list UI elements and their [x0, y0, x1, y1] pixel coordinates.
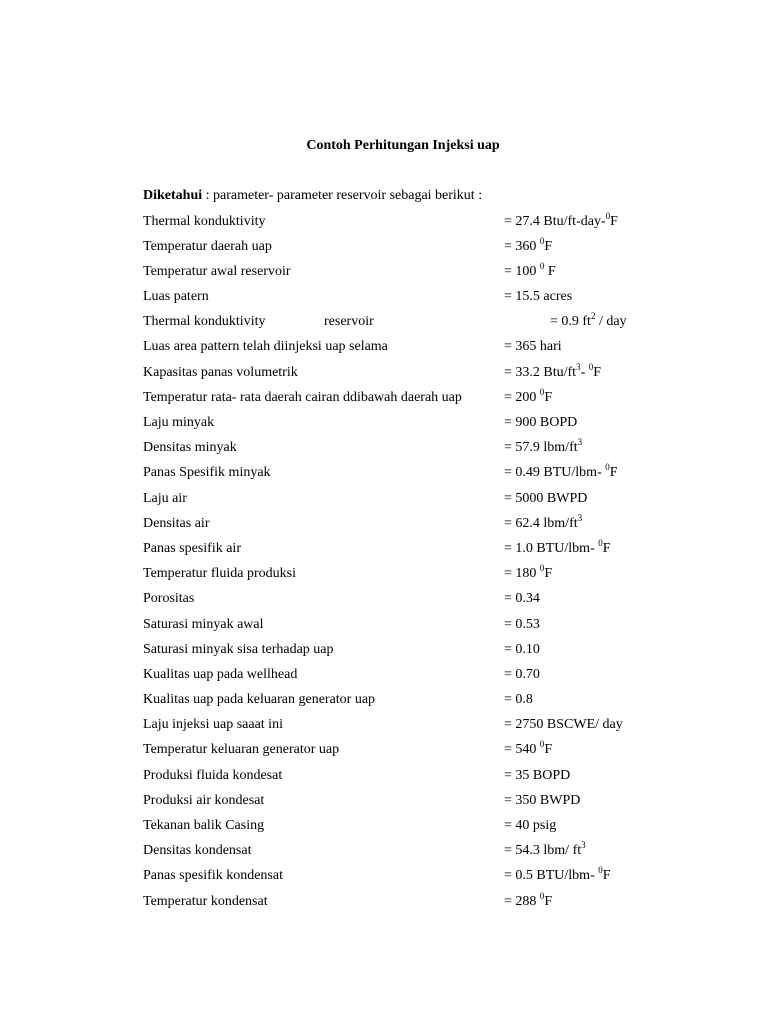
parameter-label: Porositas: [143, 591, 195, 607]
parameter-label: Temperatur keluaran generator uap: [143, 742, 340, 758]
parameter-label: Laju injeksi uap saaat ini: [143, 717, 283, 733]
parameter-row: [143, 741, 703, 766]
value-text: F: [544, 893, 553, 909]
parameter-label: Saturasi minyak sisa terhadap uap: [143, 641, 334, 657]
value-text: = 2750 BSCWE/ day: [504, 717, 623, 733]
parameter-label: Thermal konduktivity: [143, 314, 266, 330]
value-text: = 15.5 acres: [504, 289, 573, 305]
parameter-row: [143, 616, 703, 641]
parameter-value: [504, 716, 623, 734]
parameter-value: [504, 260, 556, 281]
value-superscript: 0: [539, 260, 545, 271]
parameter-value: [504, 867, 611, 885]
value-text: = 0.53: [504, 616, 540, 632]
intro-text: : parameter- parameter reservoir sebagai berikut :: [202, 188, 483, 203]
value-text: = 0.34: [504, 591, 540, 607]
parameter-label: Panas spesifik kondensat: [143, 868, 283, 884]
value-text: = 0.8: [504, 692, 533, 708]
parameter-value: [504, 210, 618, 231]
parameter-list: [143, 210, 703, 918]
value-text: = 100: [504, 263, 540, 279]
value-text: = 0.10: [504, 641, 540, 657]
parameter-label: Luas area pattern telah diinjeksi uap selama: [143, 339, 388, 355]
value-superscript: 2: [590, 311, 596, 322]
value-text: = 1.0 BTU/lbm-: [504, 540, 599, 556]
parameter-value: [550, 313, 627, 331]
parameter-value: [504, 464, 618, 482]
parameter-value: [504, 288, 572, 306]
value-text: = 35 BOPD: [504, 767, 571, 783]
parameter-row: [143, 439, 703, 464]
value-text: = 0.49 BTU/lbm-: [504, 465, 606, 481]
value-superscript: 3: [577, 437, 583, 448]
parameter-value: [504, 490, 587, 508]
parameter-value: [504, 235, 553, 256]
parameter-label: Kualitas uap pada wellhead: [143, 666, 298, 682]
value-text: F: [544, 389, 553, 405]
parameter-label: Panas Spesifik minyak: [143, 465, 271, 481]
value-text: = 5000 BWPD: [504, 490, 588, 506]
value-text: = 350 BWPD: [504, 792, 581, 808]
value-superscript: 3: [577, 512, 583, 523]
parameter-row: [143, 313, 703, 338]
parameter-value: [504, 361, 602, 382]
parameter-value: [504, 439, 582, 457]
parameter-value: [504, 590, 540, 608]
value-text: = 180: [504, 566, 540, 582]
value-superscript: 0: [539, 235, 545, 246]
parameter-row: [143, 890, 703, 918]
parameter-value: [504, 414, 577, 432]
value-superscript: 3: [581, 840, 586, 851]
value-text: = 0.70: [504, 666, 540, 682]
value-superscript: 0: [605, 462, 610, 473]
value-text: F: [610, 213, 618, 229]
parameter-value: [504, 890, 553, 911]
parameter-row: [143, 338, 703, 363]
parameter-row: [143, 817, 703, 842]
intro-line: [143, 187, 482, 205]
value-text: = 365 hari: [504, 339, 562, 355]
value-text: = 57.9 lbm/ft: [504, 440, 578, 456]
parameter-value: [504, 512, 583, 533]
value-text: = 40 psig: [504, 818, 557, 833]
parameter-label: Densitas air: [143, 515, 210, 531]
value-text: F: [544, 566, 553, 582]
parameter-label: Saturasi minyak awal: [143, 616, 264, 632]
value-text: = 360: [504, 238, 540, 254]
parameter-value: [504, 767, 570, 785]
parameter-value: [504, 641, 540, 659]
parameter-label: Thermal konduktivity: [143, 213, 266, 229]
value-text: / day: [595, 314, 627, 330]
parameter-label-secondary: reservoir: [324, 314, 374, 330]
parameter-label: Laju air: [143, 490, 187, 506]
intro-bold-label: Diketahui: [143, 188, 203, 203]
parameter-row: [143, 361, 703, 389]
parameter-label: Panas spesifik air: [143, 540, 241, 556]
value-text: F: [609, 465, 618, 481]
parameter-row: [143, 767, 703, 792]
parameter-label: Tekanan balik Casing: [143, 818, 265, 833]
value-text: = 900 BOPD: [504, 415, 578, 430]
value-text: F: [593, 364, 602, 380]
parameter-value: [504, 338, 562, 356]
parameter-label: Temperatur rata- rata daerah cairan ddibawah daerah uap: [143, 389, 462, 405]
parameter-row: [143, 512, 703, 540]
value-text: F: [602, 540, 611, 556]
value-text: F: [544, 742, 553, 758]
value-superscript: 0: [539, 563, 545, 574]
parameter-row: [143, 210, 703, 238]
value-text: F: [602, 868, 611, 884]
parameter-row: [143, 490, 703, 515]
parameter-value: [504, 741, 552, 759]
parameter-label: Luas patern: [143, 289, 209, 305]
value-text: F: [544, 238, 553, 254]
parameter-label: Produksi air kondesat: [143, 792, 265, 808]
parameter-label: Produksi fluida kondesat: [143, 767, 283, 783]
parameter-row: [143, 867, 703, 892]
parameter-value: [504, 616, 540, 634]
value-superscript: 0: [539, 739, 545, 750]
parameter-label: Temperatur awal reservoir: [143, 263, 291, 279]
value-superscript: 0: [588, 361, 594, 372]
parameter-label: Temperatur kondensat: [143, 893, 268, 909]
value-text: = 54.3 lbm/ ft: [504, 843, 582, 859]
parameter-row: [143, 565, 703, 590]
parameter-row: [143, 414, 703, 439]
parameter-label: Kualitas uap pada keluaran generator uap: [143, 692, 376, 708]
value-text: = 62.4 lbm/ft: [504, 515, 578, 531]
value-text: = 288: [504, 893, 540, 909]
value-text: = 33.2 Btu/ft: [504, 364, 577, 380]
value-superscript: 0: [539, 386, 545, 397]
parameter-label: Densitas kondensat: [143, 843, 252, 859]
parameter-value: [504, 565, 552, 583]
parameter-value: [504, 792, 580, 810]
parameter-label: Temperatur daerah uap: [143, 238, 272, 254]
value-text: = 0.5 BTU/lbm-: [504, 868, 599, 884]
parameter-row: [143, 666, 703, 691]
parameter-value: [504, 842, 586, 860]
parameter-row: [143, 464, 703, 489]
value-text: = 200: [504, 389, 540, 405]
value-text: = 27.4 Btu/ft-day-: [504, 213, 606, 229]
parameter-value: [504, 691, 533, 709]
value-superscript: 3: [576, 361, 581, 372]
parameter-row: [143, 235, 703, 263]
parameter-row: [143, 288, 703, 313]
parameter-row: [143, 641, 703, 666]
value-superscript: 0: [539, 890, 545, 901]
value-superscript: 0: [598, 865, 603, 876]
parameter-row: [143, 842, 703, 867]
parameter-value: [504, 386, 553, 407]
parameter-row: [143, 691, 703, 716]
parameter-row: [143, 792, 703, 817]
parameter-row: [143, 260, 703, 288]
parameter-row: [143, 537, 703, 565]
value-text: = 540: [504, 742, 540, 758]
parameter-label: Densitas minyak: [143, 440, 237, 456]
parameter-row: [143, 386, 703, 414]
parameter-row: [143, 716, 703, 741]
value-text: F: [544, 263, 556, 279]
parameter-label: Kapasitas panas volumetrik: [143, 364, 298, 380]
document-title: Contoh Perhitungan Injeksi uap: [306, 138, 500, 153]
value-text: -: [580, 364, 589, 380]
value-text: = 0.9 ft: [550, 314, 591, 330]
value-superscript: 0: [605, 210, 611, 221]
parameter-label: Laju minyak: [143, 415, 215, 430]
value-superscript: 0: [598, 537, 603, 548]
parameter-value: [504, 817, 556, 835]
parameter-row: [143, 590, 703, 615]
parameter-label: Temperatur fluida produksi: [143, 566, 296, 582]
parameter-value: [504, 666, 540, 684]
parameter-value: [504, 537, 611, 558]
